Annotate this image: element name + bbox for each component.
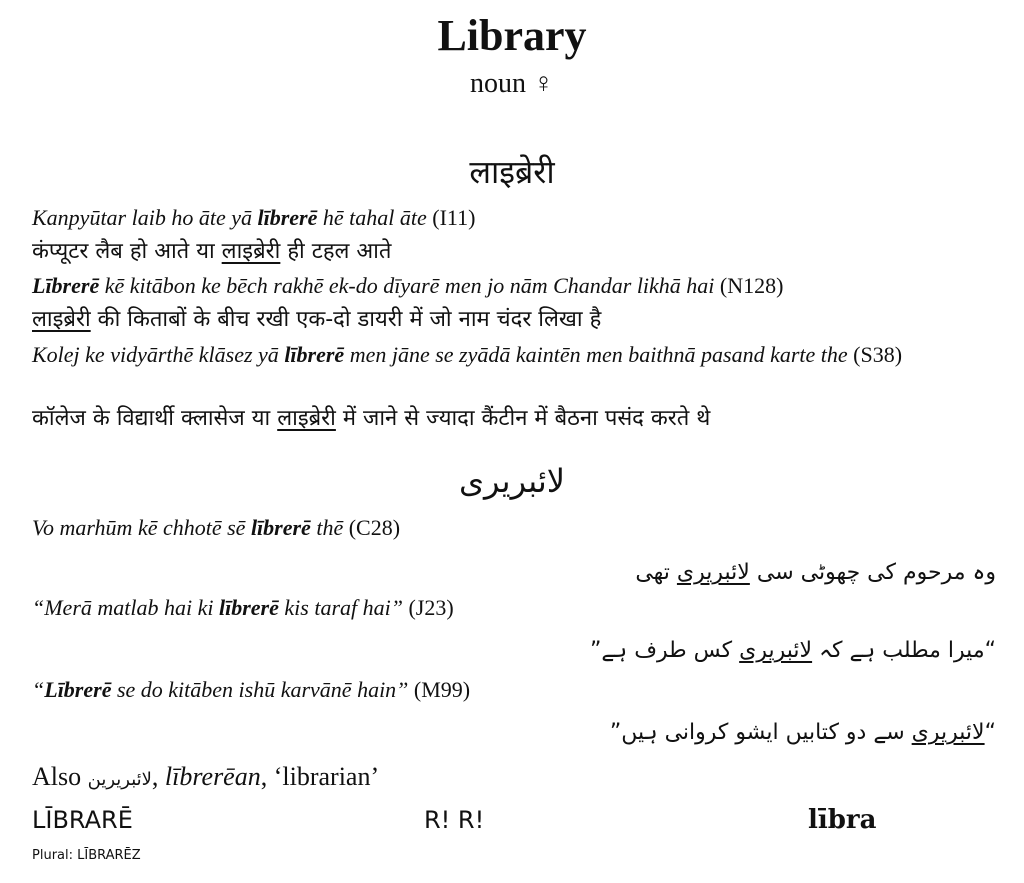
hindi-example-2-translit: Lībrerē kē kitābon ke bēch rakhē ek-do dīyarē men jo nām Chandar likhā hai (N128) — [32, 273, 784, 298]
root-word: lībra — [808, 805, 877, 835]
hindi-example-3-translit: Kolej ke vidyārthē klāsez yā lībrerē men jāne se zyādā kaintēn men baithnā pasand karte the (S38) — [32, 342, 903, 367]
example-reference: (S38) — [853, 342, 903, 367]
part-of-speech: noun ♀ — [470, 68, 554, 99]
example-reference: (J23) — [408, 595, 454, 620]
example-reference: (N128) — [719, 273, 784, 298]
example-reference: (C28) — [348, 515, 401, 540]
entry-title: Library — [437, 11, 587, 60]
also-gloss: ‘librarian’ — [273, 762, 380, 791]
urdu-example-2-translit: “Merā matlab hai ki lībrerē kis taraf hai” (J23) — [32, 595, 454, 620]
hindi-example-3-native: कॉलेज के विद्यार्थी क्लासेज या लाइब्रेरी में जाने से ज्यादा कैंटीन में बैठना पसंद करते थे — [32, 406, 711, 431]
hindi-heading: लाइब्रेरी — [469, 153, 555, 191]
pronunciation-key: LĪBRARĒ — [32, 806, 133, 834]
example-reference: (I11) — [432, 205, 476, 230]
hindi-example-2-native: लाइब्रेरी की किताबों के बीच रखी एक-दो डायरी में जो नाम चंदर लिखा है — [32, 307, 602, 332]
urdu-example-3-native: “لائبریری سے دو کتابیں ایشو کروانی ہیں” — [609, 720, 996, 745]
also-urdu: لائبریرین — [87, 769, 152, 790]
also-line: Also لائبریرین, lībrerēan, ‘librarian’ — [32, 762, 380, 791]
rhyme-marker: R! R! — [424, 806, 485, 834]
also-translit: lībrerēan — [164, 762, 261, 791]
urdu-example-1-translit: Vo marhūm kē chhotē sē lībrerē thē (C28) — [32, 515, 401, 540]
urdu-example-1-native: وہ مرحوم کی چھوٹی سی لائبریری تھی — [635, 560, 996, 585]
urdu-example-3-translit: “Lībrerē se do kitāben ishū karvānē hain” (M99) — [32, 677, 471, 702]
urdu-heading: لائبریری — [458, 462, 566, 500]
urdu-example-2-native: “میرا مطلب ہے کہ لائبریری کس طرف ہے” — [590, 638, 996, 663]
hindi-example-1-native: कंप्यूटर लैब हो आते या लाइब्रेरी ही टहल आते — [32, 239, 392, 264]
example-reference: (M99) — [413, 677, 471, 702]
plural-note: Plural: LĪBRARĒZ — [32, 848, 141, 863]
hindi-example-1-translit: Kanpyūtar laib ho āte yā lībrerē hē tahal āte (I11) — [32, 205, 476, 230]
